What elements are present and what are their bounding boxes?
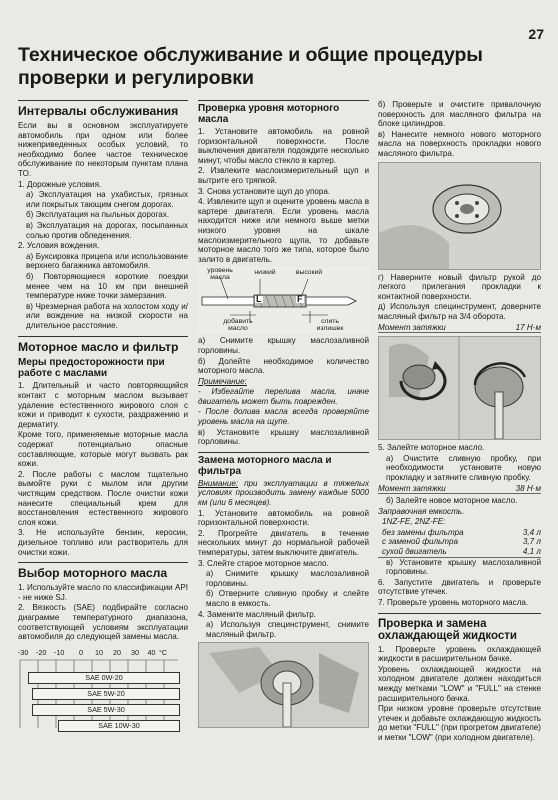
text: 1. Установите автомобиль на ровной горизонтальной поверхности. После выключения двигателя подождите несколько минут, чтобы масло стекло в картер.	[198, 127, 369, 165]
text: г) Наверните новый фильтр рукой до легкого прилегания прокладки к контактной поверхности.	[378, 272, 541, 301]
heading-oil-choice: Выбор моторного масла	[18, 566, 168, 581]
text: в) Эксплуатация на дорогах, посыпанных солью против обледенения.	[26, 220, 188, 240]
tick-label: -30	[18, 647, 29, 657]
capacity-value: 3,4 л	[522, 527, 541, 537]
note-text: - Избегайте перелива масла, иначе двигатель может быть поврежден.	[198, 387, 369, 406]
text: Кроме того, применяемые моторные масла содержат потенциально опасные составляющие, которые могут вызвать рак кожи.	[18, 430, 188, 469]
torque-label: Момент затяжки	[378, 483, 446, 493]
text: в) Установите крышку маслозаливной горловины.	[198, 427, 369, 447]
oil-filter-icon	[379, 163, 540, 269]
capacity-label: с заменой фильтра	[382, 537, 458, 547]
page-title: Техническое обслуживание и общие процедуры проверки и регулировки	[18, 44, 483, 89]
text: 2. После работы с маслом тщательно вымойте руки с мылом или другим чистящим средством. После очистки кожи нанесите специальный крем для восстановления естественного жирового слоя кожи.	[18, 469, 188, 527]
text: 1. Используйте масло по классификации API - не ниже SJ.	[18, 583, 188, 602]
text: 1. Установите автомобиль на ровной горизонтальной поверхности.	[198, 508, 369, 528]
tick-label: 20	[113, 647, 121, 657]
tick-label: -20	[36, 647, 47, 657]
capacity-heading: Заправочная емкость.	[378, 506, 465, 516]
text: б) Эксплуатация на пыльных дорогах.	[26, 210, 170, 220]
section-rule	[18, 562, 188, 563]
text: 6. Запустите двигатель и проверьте отсутствие утечек.	[378, 577, 541, 597]
engine-codes: 1NZ-FE, 2NZ-FE:	[382, 517, 446, 527]
text: 3. Снова установите щуп до упора.	[198, 186, 331, 196]
capacity-value: 4,1 л	[522, 547, 541, 557]
filter-gasket-photo	[378, 162, 541, 270]
label-oil-level: уровень масла	[207, 267, 233, 282]
wrench-filter-icon	[199, 643, 368, 727]
column-middle	[198, 100, 369, 731]
tick-label: 10	[95, 647, 103, 657]
text: 2. Прогрейте двигатель в течение нескольких минут до нормальной рабочей температуры, затем выключите двигатель.	[198, 528, 369, 557]
bar-label: SAE 10W-30	[98, 720, 140, 730]
column-right	[378, 100, 541, 744]
torque-value: 38 Н·м	[515, 483, 541, 493]
heading-oil-level: Проверка уровня моторного масла	[198, 103, 340, 125]
capacity-value: 3,7 л	[522, 537, 541, 547]
section-rule	[378, 613, 541, 614]
torque-label: Момент затяжки	[378, 322, 446, 332]
text: 2. Условия вождения.	[18, 241, 100, 251]
text: а) Эксплуатация на ухабистых, грязных или покрытых тающим снегом дорогах.	[26, 190, 188, 209]
text: в) Установите крышку маслозаливной горловины.	[386, 557, 541, 577]
text: в) Нанесите немного нового моторного масла на поверхность прокладки нового масляного фильтра.	[378, 129, 541, 158]
filter-install-photo	[378, 336, 541, 440]
column-left	[18, 100, 188, 732]
warning-text: при эксплуатации в тяжелых условиях производить замену каждые 5000 км (или 6 месяцев).	[198, 478, 369, 508]
text: д) Используя специнструмент, доверните масляный фильтр на 3/4 оборота.	[378, 302, 541, 321]
capacity-row	[378, 528, 541, 538]
subheading-precautions: Меры предосторожности при работе с маслами	[18, 357, 165, 380]
text: 1. Дорожные условия.	[18, 179, 102, 189]
text: Если вы в основном эксплуатируете автомобиль при одном или более нижеприведенных особых условий, то необходимо более частое техническое обслуживание по некоторым пунктам плана ТО.	[18, 121, 188, 178]
text: 4. Извлеките щуп и оцените уровень масла в картере двигателя. Если уровень масла находится ниже или немного выше метки низкого уровня на шкале маслоизмерительного щупа, то добавьте моторное масло того же типа, которое было залито в двигатель.	[198, 197, 369, 264]
text: 3. Не используйте бензин, керосин, дизельное топливо или растворитель для очистки кожи.	[18, 528, 188, 557]
torque-value: 17 Н·м	[515, 322, 541, 332]
viscosity-bar	[58, 720, 180, 732]
text: а) Используя специнструмент, снимите масляный фильтр.	[206, 620, 369, 639]
heading-intervals: Интервалы обслуживания	[18, 104, 179, 118]
tick-label: 30	[131, 647, 139, 657]
text: а) Очистите сливную пробку, при необходимости установите новую прокладку и затяните сливную пробку.	[386, 453, 541, 482]
mark-f: F	[297, 294, 303, 305]
tick-label: -10	[54, 647, 65, 657]
text: 1. Проверьте уровень охлаждающей жидкости в расширительном бачке.	[378, 644, 541, 664]
label-add-oil: добавить масло	[223, 318, 253, 333]
note-heading: Примечание:	[198, 376, 247, 386]
text: а) Буксировка прицепа или использование верхнего багажника автомобиля.	[26, 251, 188, 271]
text: 3. Слейте старое моторное масло.	[198, 558, 329, 568]
label-low: низкий	[254, 269, 276, 277]
torque-spec	[378, 484, 541, 495]
heading-oil-filter: Моторное масло и фильтр	[18, 340, 179, 355]
bar-label: SAE 5W-30	[87, 704, 125, 714]
viscosity-bar	[28, 672, 180, 684]
label-drain: слить излишек	[316, 318, 344, 333]
text: Уровень охлаждающей жидкости на холодном двигателе должен находиться между метками "LOW" и "FULL" на стенке расширительного бачка.	[378, 664, 541, 703]
text: 7. Проверьте уровень моторного масла.	[378, 598, 529, 608]
section-rule	[18, 100, 188, 101]
unit-label: °C	[159, 647, 168, 657]
dipstick-figure	[198, 267, 369, 333]
text: При низком уровне проверьте отсутствие утечек и добавьте охлаждающую жидкость до метки "FULL" (при прогретом двигателе) и метки "LOW" (при холодном двигателе).	[378, 704, 541, 742]
text: б) Повторяющиеся короткие поездки менее чем на 10 км при внешней температуре ниже точки замерзания.	[26, 271, 188, 301]
capacity-row	[378, 537, 541, 547]
note-text: - После долива масла всегда проверяйте уровень масла на щупе.	[198, 407, 369, 427]
page-number: 27	[528, 26, 544, 42]
capacity-row	[378, 547, 541, 558]
text: а) Снимите крышку маслозаливной горловины.	[198, 336, 369, 355]
viscosity-bar	[32, 688, 180, 700]
heading-oil-change: Замена моторного масла и фильтра	[198, 454, 332, 477]
tick-label: 40	[147, 647, 156, 657]
bar-label: SAE 5W-20	[87, 688, 125, 698]
section-rule	[198, 100, 369, 101]
text: 5. Залейте моторное масло.	[378, 443, 485, 453]
bar-label: SAE 0W-20	[85, 672, 123, 682]
capacity-label: сухой двигатель	[382, 547, 447, 557]
text: б) Отверните сливную пробку и слейте масло в емкость.	[206, 589, 369, 608]
text: а) Снимите крышку маслозаливной горловины.	[206, 569, 369, 588]
text: 4. Замените масляный фильтр.	[198, 609, 317, 619]
label-high: высокий	[295, 269, 323, 277]
text: б) Проверьте и очистите привалочную поверхность для масляного фильтра на блоке цилиндров.	[378, 100, 541, 129]
text: б) Залейте новое моторное масло.	[386, 496, 518, 506]
viscosity-chart	[18, 648, 188, 732]
warning	[198, 479, 369, 508]
text: 2. Извлеките маслоизмерительный щуп и вытрите его тряпкой.	[198, 166, 369, 185]
warning-heading: Внимание:	[198, 478, 239, 488]
text: в) Чрезмерная работа на холостом ходу и/или вождение на низкой скорости на длительное расстояние.	[26, 301, 188, 330]
section-rule	[198, 452, 369, 453]
filter-removal-photo	[198, 642, 369, 728]
mark-l: L	[256, 294, 262, 305]
text: 2. Вязкость (SAE) подбирайте согласно диаграмме температурного диапазона, соответствующей условиям эксплуатации автомобиля до следующей замены масла.	[18, 603, 188, 642]
section-rule	[18, 336, 188, 337]
tick-label: 0	[79, 647, 83, 657]
filter-install-icon	[379, 337, 540, 439]
text: 1. Длительный и часто повторяющийся контакт с моторным маслом вызывает удаление естественного жирового слоя с кожи и приводит к сухости, раздражению и дерматиту.	[18, 381, 188, 429]
text: б) Долейте необходимое количество моторного масла.	[198, 356, 369, 376]
capacity-label: без замены фильтра	[382, 527, 464, 537]
viscosity-bar	[32, 704, 180, 716]
torque-spec	[378, 323, 541, 334]
heading-coolant: Проверка и замена охлаждающей жидкости	[378, 617, 517, 642]
